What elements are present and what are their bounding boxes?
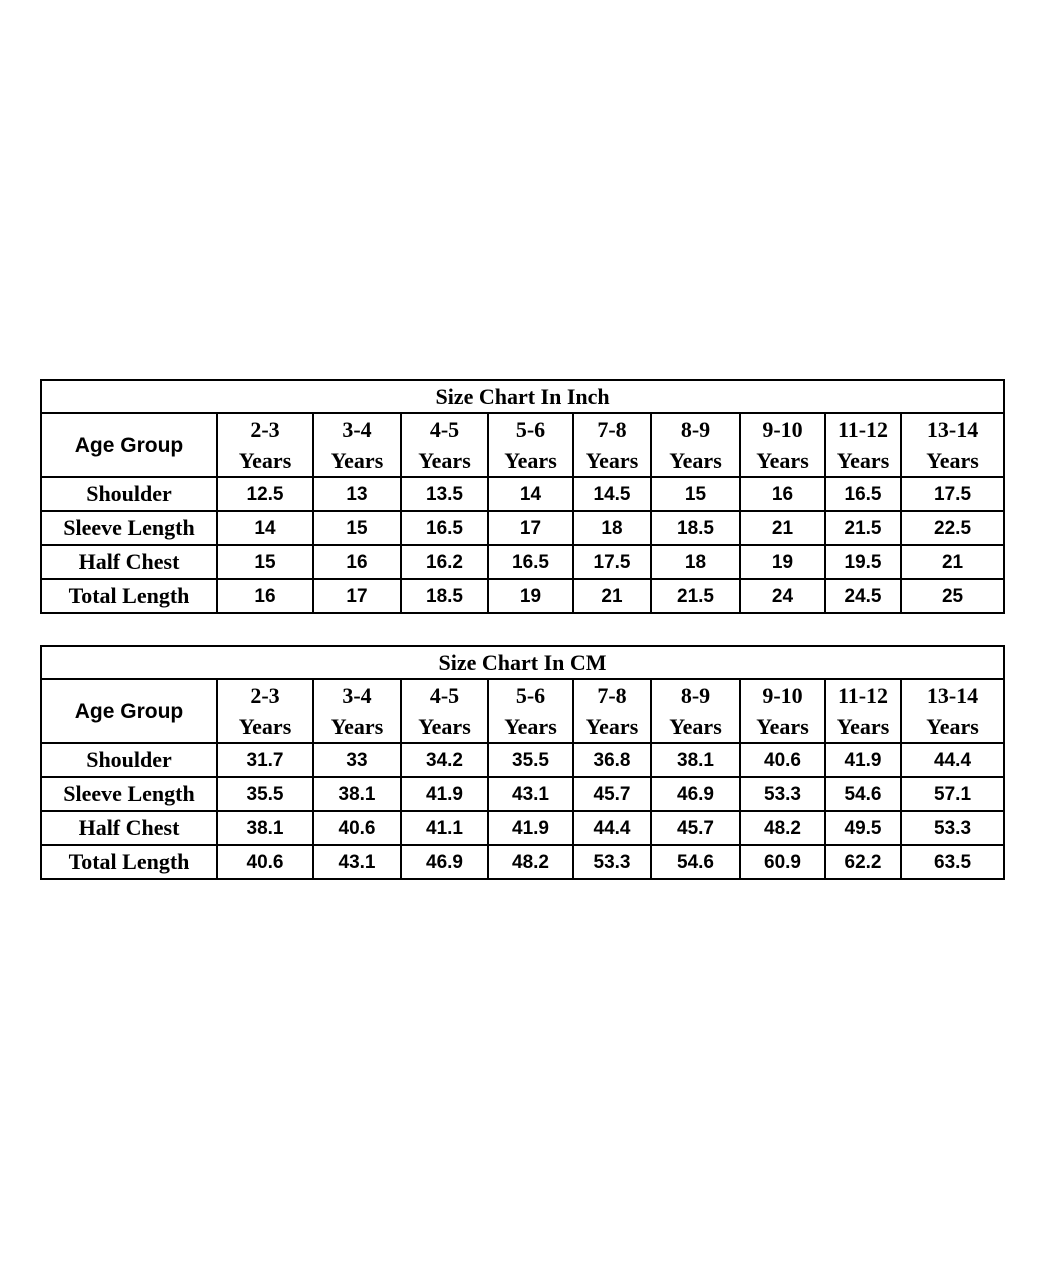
age-range: 4-5 (429, 683, 460, 708)
table-cell: 19 (740, 545, 825, 579)
row-label: Total Length (41, 845, 217, 879)
table-cell: 19.5 (825, 545, 901, 579)
row-label: Half Chest (41, 811, 217, 845)
age-unit: Years (585, 448, 639, 473)
age-group-header (401, 679, 488, 743)
table-cell: 12.5 (217, 477, 313, 511)
table-cell: 21 (740, 511, 825, 545)
age-unit: Years (330, 714, 384, 739)
table-cell: 44.4 (901, 743, 1004, 777)
table-title: Size Chart In Inch (41, 380, 1004, 413)
table-cell: 60.9 (740, 845, 825, 879)
table-cell: 24.5 (825, 579, 901, 613)
table-cell: 17.5 (573, 545, 651, 579)
table-cell: 16 (740, 477, 825, 511)
age-range: 7-8 (597, 417, 627, 442)
table-cell: 46.9 (651, 777, 740, 811)
age-group-header (313, 413, 401, 477)
table-cell: 17 (488, 511, 573, 545)
table-row (41, 811, 1004, 845)
table-cell: 18 (573, 511, 651, 545)
row-label: Half Chest (41, 545, 217, 579)
age-group-header (740, 413, 825, 477)
table-cell: 54.6 (651, 845, 740, 879)
age-range: 5-6 (515, 417, 546, 442)
table-row (41, 743, 1004, 777)
row-label: Shoulder (41, 477, 217, 511)
row-label: Shoulder (41, 743, 217, 777)
age-range: 13-14 (926, 417, 979, 442)
table-cell: 14 (488, 477, 573, 511)
age-unit: Years (238, 714, 292, 739)
table-cell: 16.2 (401, 545, 488, 579)
table-cell: 36.8 (573, 743, 651, 777)
age-range: 13-14 (926, 683, 979, 708)
table-cell: 13 (313, 477, 401, 511)
table-cell: 13.5 (401, 477, 488, 511)
table-cell: 18 (651, 545, 740, 579)
age-group-header (901, 679, 1004, 743)
table-cell: 38.1 (651, 743, 740, 777)
table-cell: 40.6 (740, 743, 825, 777)
row-label: Sleeve Length (41, 777, 217, 811)
table-cell: 16.5 (488, 545, 573, 579)
age-group-header (488, 679, 573, 743)
table-cell: 19 (488, 579, 573, 613)
age-group-header (740, 679, 825, 743)
table-row (41, 545, 1004, 579)
age-unit: Years (418, 714, 471, 739)
age-group-header (313, 679, 401, 743)
age-range: 8-9 (680, 417, 711, 442)
table-row (41, 511, 1004, 545)
table-cell: 31.7 (217, 743, 313, 777)
age-unit: Years (669, 448, 722, 473)
age-unit: Years (238, 448, 292, 473)
row-label: Sleeve Length (41, 511, 217, 545)
table-cell: 43.1 (313, 845, 401, 879)
table-cell: 41.9 (401, 777, 488, 811)
table-cell: 41.9 (825, 743, 901, 777)
table-cell: 54.6 (825, 777, 901, 811)
table-row (41, 477, 1004, 511)
table-cell: 48.2 (488, 845, 573, 879)
size-chart-inch-table (40, 379, 1005, 614)
age-range: 11-12 (837, 417, 889, 442)
age-range: 4-5 (429, 417, 460, 442)
age-group-header (217, 679, 313, 743)
age-range: 11-12 (837, 683, 889, 708)
age-group-header (651, 413, 740, 477)
age-group-header (401, 413, 488, 477)
table-cell: 43.1 (488, 777, 573, 811)
age-range: 8-9 (680, 683, 711, 708)
age-unit: Years (330, 448, 384, 473)
table-cell: 45.7 (651, 811, 740, 845)
table-cell: 35.5 (217, 777, 313, 811)
age-group-label: Age Group (41, 413, 217, 477)
table-cell: 35.5 (488, 743, 573, 777)
age-range: 2-3 (250, 417, 280, 442)
age-group-header (573, 679, 651, 743)
table-cell: 38.1 (313, 777, 401, 811)
size-chart-cm-table (40, 645, 1005, 880)
age-unit: Years (926, 714, 979, 739)
age-unit: Years (836, 714, 890, 739)
table-cell: 15 (217, 545, 313, 579)
table-cell: 24 (740, 579, 825, 613)
table-cell: 18.5 (651, 511, 740, 545)
age-range: 2-3 (250, 683, 280, 708)
age-unit: Years (504, 448, 557, 473)
table-cell: 62.2 (825, 845, 901, 879)
age-range: 9-10 (762, 683, 803, 708)
age-group-header (217, 413, 313, 477)
age-group-header (573, 413, 651, 477)
table-cell: 63.5 (901, 845, 1004, 879)
table-cell: 15 (313, 511, 401, 545)
table-cell: 44.4 (573, 811, 651, 845)
table-cell: 21 (901, 545, 1004, 579)
age-range: 3-4 (342, 417, 372, 442)
age-unit: Years (836, 448, 890, 473)
row-label: Total Length (41, 579, 217, 613)
table-cell: 40.6 (313, 811, 401, 845)
table-cell: 53.3 (573, 845, 651, 879)
table-cell: 21.5 (825, 511, 901, 545)
age-group-header (825, 679, 901, 743)
table-row (41, 777, 1004, 811)
table-cell: 33 (313, 743, 401, 777)
table-row (41, 845, 1004, 879)
table-cell: 21 (573, 579, 651, 613)
age-unit: Years (756, 714, 809, 739)
table-row (41, 579, 1004, 613)
age-group-header (488, 413, 573, 477)
age-range: 9-10 (762, 417, 803, 442)
age-range: 3-4 (342, 683, 372, 708)
age-group-header (825, 413, 901, 477)
table-cell: 17.5 (901, 477, 1004, 511)
table-cell: 40.6 (217, 845, 313, 879)
age-group-header-row (41, 413, 1004, 477)
table-cell: 16 (217, 579, 313, 613)
table-cell: 22.5 (901, 511, 1004, 545)
table-cell: 48.2 (740, 811, 825, 845)
table-cell: 18.5 (401, 579, 488, 613)
age-unit: Years (418, 448, 471, 473)
age-range: 5-6 (515, 683, 546, 708)
table-cell: 25 (901, 579, 1004, 613)
table-cell: 45.7 (573, 777, 651, 811)
table-cell: 15 (651, 477, 740, 511)
table-cell: 57.1 (901, 777, 1004, 811)
table-cell: 41.9 (488, 811, 573, 845)
table-cell: 14.5 (573, 477, 651, 511)
age-unit: Years (756, 448, 809, 473)
table-title: Size Chart In CM (41, 646, 1004, 679)
age-group-header-row (41, 679, 1004, 743)
table-cell: 21.5 (651, 579, 740, 613)
age-unit: Years (669, 714, 722, 739)
age-range: 7-8 (597, 683, 627, 708)
table-cell: 16 (313, 545, 401, 579)
table-cell: 14 (217, 511, 313, 545)
table-cell: 17 (313, 579, 401, 613)
age-group-header (901, 413, 1004, 477)
age-unit: Years (926, 448, 979, 473)
table-cell: 38.1 (217, 811, 313, 845)
table-cell: 53.3 (740, 777, 825, 811)
table-cell: 53.3 (901, 811, 1004, 845)
age-group-label: Age Group (41, 679, 217, 743)
table-cell: 49.5 (825, 811, 901, 845)
age-unit: Years (585, 714, 639, 739)
table-cell: 16.5 (401, 511, 488, 545)
table-cell: 41.1 (401, 811, 488, 845)
table-cell: 16.5 (825, 477, 901, 511)
table-cell: 46.9 (401, 845, 488, 879)
age-group-header (651, 679, 740, 743)
table-cell: 34.2 (401, 743, 488, 777)
age-unit: Years (504, 714, 557, 739)
